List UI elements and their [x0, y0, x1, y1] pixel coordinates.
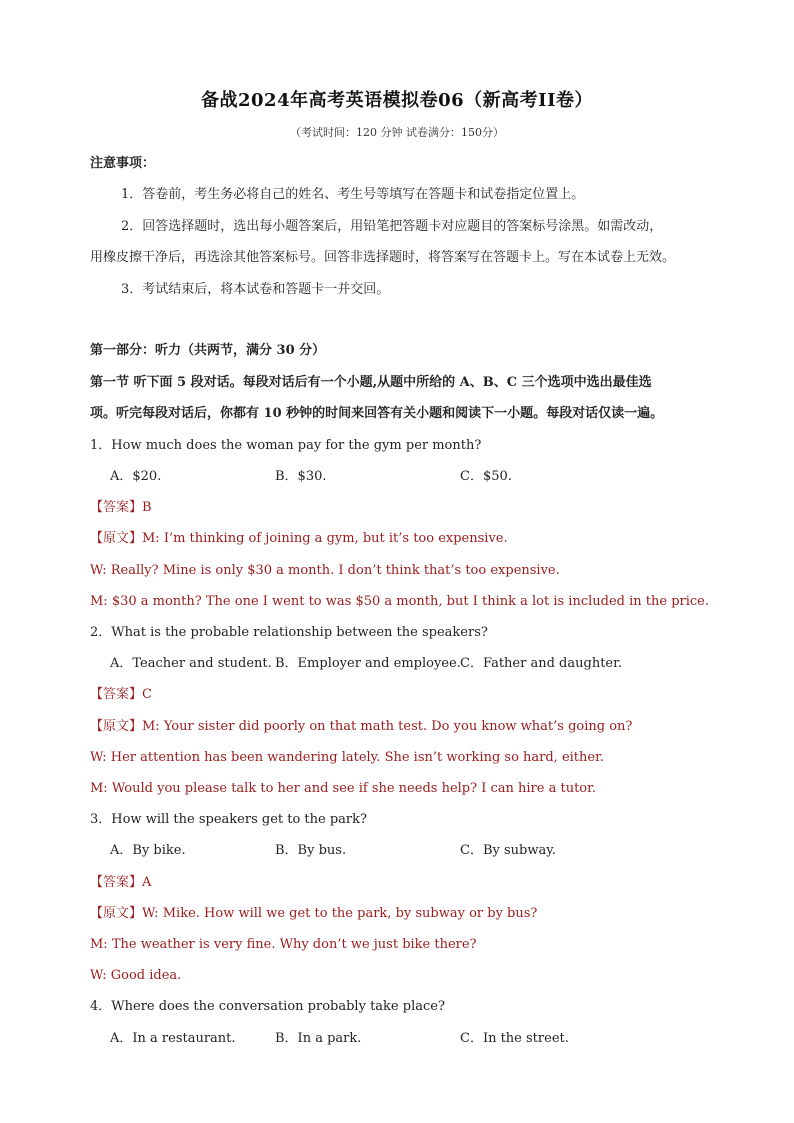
- answer-1: 【答案】B: [90, 500, 152, 515]
- option-a: A．$20.: [110, 469, 162, 484]
- question-2: 2．What is the probable relationship between the speakers?: [90, 625, 488, 640]
- transcript-line: W: Her attention has been wandering lately. She isn’t working so hard, either.: [90, 750, 605, 765]
- transcript-line: 【原文】M: Your sister did poorly on that math test. Do you know what’s going on?: [90, 719, 633, 734]
- option-c: C．By subway.: [460, 843, 556, 858]
- question-2-options: [110, 655, 710, 673]
- question-1-options: [110, 468, 710, 486]
- question-3: 3．How will the speakers get to the park?: [90, 812, 367, 827]
- notice-item-continued: 用橡皮擦干净后，再选涂其他答案标号。回答非选择题时，将答案写在答题卡上。写在本试卷上无效。: [90, 250, 676, 265]
- transcript-line: 【原文】W: Mike. How will we get to the park, by subway or by bus?: [90, 906, 538, 921]
- question-4-options: [110, 1030, 710, 1048]
- transcript-line: M: Would you please talk to her and see if she needs help? I can hire a tutor.: [90, 781, 597, 796]
- answer-3: 【答案】A: [90, 875, 152, 890]
- option-a: A．By bike.: [110, 843, 186, 858]
- option-c: C．In the street.: [460, 1031, 569, 1046]
- transcript-line: W: Really? Mine is only $30 a month. I don’t think that’s too expensive.: [90, 563, 560, 578]
- notice-item: 2．回答选择题时，选出每小题答案后，用铅笔把答题卡对应题目的答案标号涂黑。如需改动，: [121, 219, 663, 234]
- option-c: C．$50.: [460, 469, 512, 484]
- option-c: C．Father and daughter.: [460, 656, 623, 671]
- part1-heading: 第一部分：听力（共两节，满分 30 分）: [90, 343, 326, 358]
- question-1: 1．How much does the woman pay for the gym per month?: [90, 438, 482, 453]
- option-b: B．$30.: [275, 469, 327, 484]
- notice-item: 1．答卷前，考生务必将自己的姓名、考生号等填写在答题卡和试卷指定位置上。: [121, 187, 585, 202]
- notice-item: 3．考试结束后，将本试卷和答题卡一并交回。: [121, 282, 390, 297]
- section1-instruction: 第一节 听下面 5 段对话。每段对话后有一个小题,从题中所给的 A、B、C 三个选项中选出最佳选: [90, 375, 652, 390]
- option-b: B．By bus.: [275, 843, 347, 858]
- question-4: 4．Where does the conversation probably take place?: [90, 999, 445, 1014]
- option-b: B．Employer and employee.: [275, 656, 461, 671]
- transcript-line: M: $30 a month? The one I went to was $50 a month, but I think a lot is included in the price.: [90, 594, 710, 609]
- section1-instruction: 项。听完每段对话后，你都有 10 秒钟的时间来回答有关小题和阅读下一小题。每段对话仅读一遍。: [90, 406, 664, 421]
- notice-heading: 注意事项：: [90, 156, 156, 171]
- page-title: 备战2024年高考英语模拟卷06（新高考II卷）: [201, 90, 593, 111]
- transcript-line: W: Good idea.: [90, 968, 182, 983]
- option-a: A．In a restaurant.: [110, 1031, 236, 1046]
- option-a: A．Teacher and student.: [110, 656, 272, 671]
- transcript-line: M: The weather is very fine. Why don’t we just bike there?: [90, 937, 477, 952]
- answer-2: 【答案】C: [90, 687, 152, 702]
- option-b: B．In a park.: [275, 1031, 362, 1046]
- question-3-options: [110, 842, 710, 860]
- transcript-line: 【原文】M: I’m thinking of joining a gym, but it’s too expensive.: [90, 531, 508, 546]
- exam-info: （考试时间：120 分钟 试卷满分：150分）: [290, 126, 504, 139]
